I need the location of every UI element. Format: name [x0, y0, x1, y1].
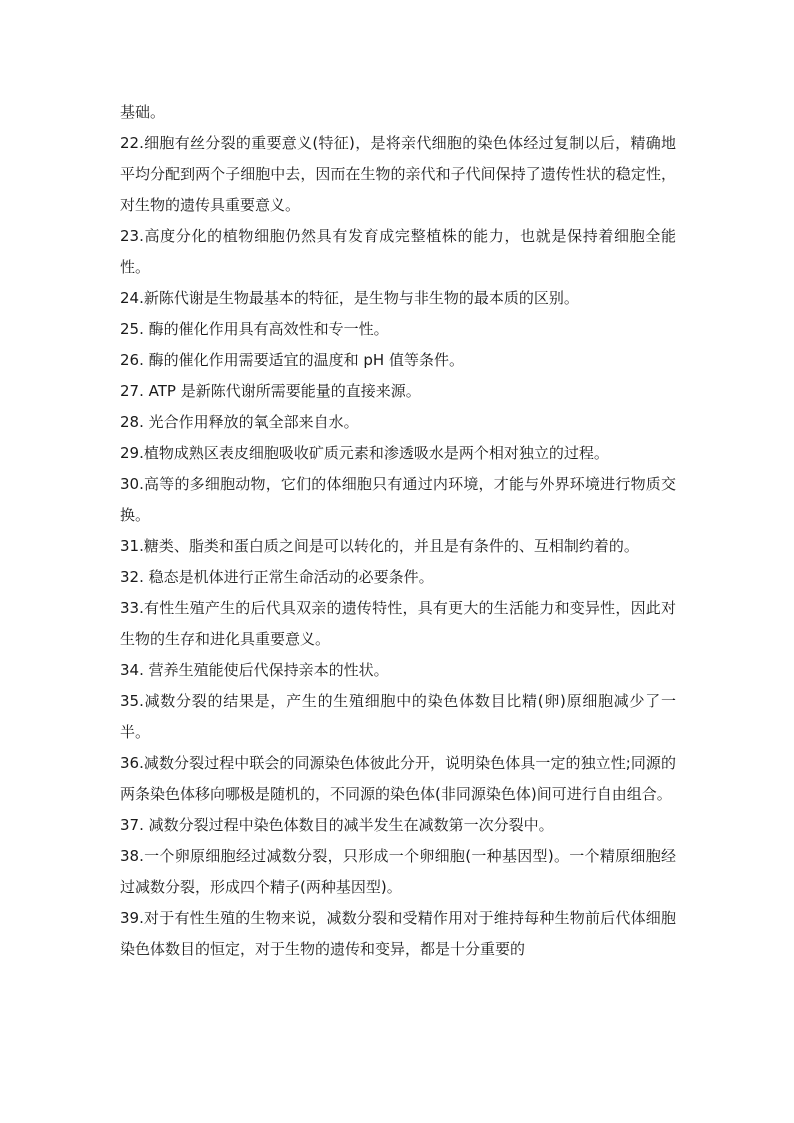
paragraph: 36.减数分裂过程中联会的同源染色体彼此分开，说明染色体具一定的独立性;同源的两条染色体移向哪极是随机的，不同源的染色体(非同源染色体)间可进行自由组合。: [120, 754, 676, 803]
paragraph: 27. ATP 是新陈代谢所需要能量的直接来源。: [120, 382, 421, 400]
paragraph: 37. 减数分裂过程中染色体数目的减半发生在减数第一次分裂中。: [120, 816, 554, 834]
document-body: [120, 97, 676, 965]
paragraph: 38.一个卵原细胞经过减数分裂，只形成一个卵细胞(一种基因型)。一个精原细胞经过减数分裂，形成四个精子(两种基因型)。: [120, 847, 676, 896]
paragraph: 30.高等的多细胞动物，它们的体细胞只有通过内环境，才能与外界环境进行物质交换。: [120, 475, 676, 524]
paragraph: 23.高度分化的植物细胞仍然具有发育成完整植株的能力，也就是保持着细胞全能性。: [120, 227, 676, 276]
paragraph: 26. 酶的催化作用需要适宜的温度和 pH 值等条件。: [120, 351, 464, 369]
paragraph: 28. 光合作用释放的氧全部来自水。: [120, 413, 359, 431]
paragraph: 35.减数分裂的结果是，产生的生殖细胞中的染色体数目比精(卵)原细胞减少了一半。: [120, 692, 676, 741]
paragraph: 基础。: [120, 103, 166, 121]
paragraph: 34. 营养生殖能使后代保持亲本的性状。: [120, 661, 389, 679]
paragraph: 29.植物成熟区表皮细胞吸收矿质元素和渗透吸水是两个相对独立的过程。: [120, 444, 609, 462]
paragraph: 22.细胞有丝分裂的重要意义(特征)，是将亲代细胞的染色体经过复制以后，精确地平均分配到两个子细胞中去，因而在生物的亲代和子代间保持了遗传性状的稳定性，对生物的遗传具重要意义。: [120, 134, 676, 214]
paragraph: 33.有性生殖产生的后代具双亲的遗传特性，具有更大的生活能力和变异性，因此对生物的生存和进化具重要意义。: [120, 599, 676, 648]
paragraph: 25. 酶的催化作用具有高效性和专一性。: [120, 320, 389, 338]
paragraph: 39.对于有性生殖的生物来说，减数分裂和受精作用对于维持每种生物前后代体细胞染色体数目的恒定，对于生物的遗传和变异，都是十分重要的: [120, 909, 676, 958]
paragraph: 24.新陈代谢是生物最基本的特征，是生物与非生物的最本质的区别。: [120, 289, 579, 307]
paragraph: 31.糖类、脂类和蛋白质之间是可以转化的，并且是有条件的、互相制约着的。: [120, 537, 639, 555]
paragraph: 32. 稳态是机体进行正常生命活动的必要条件。: [120, 568, 434, 586]
